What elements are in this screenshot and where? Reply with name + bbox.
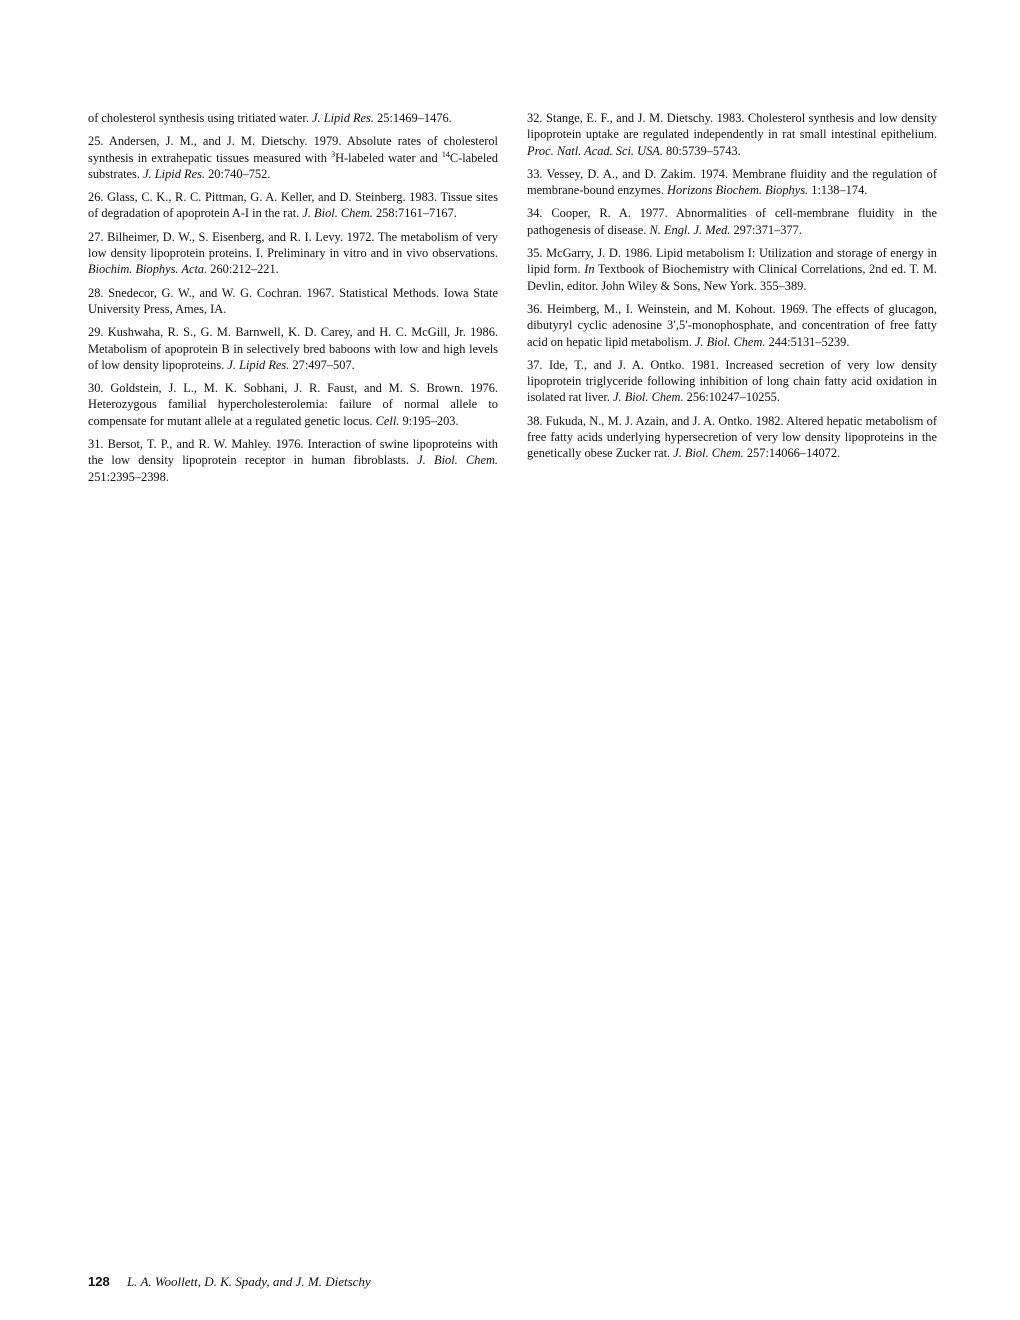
reference-item — [527, 110, 937, 159]
left-reference-list — [88, 133, 498, 485]
reference-item — [527, 166, 937, 199]
reference-text: of cholesterol synthesis using tritiated water. — [88, 111, 313, 125]
reference-item — [527, 301, 937, 350]
reference-text: 1:138–174. — [808, 183, 868, 198]
reference-text: 244:5131–5239. — [765, 334, 850, 349]
reference-text: 257:14066–14072. — [743, 446, 841, 461]
reference-item — [88, 229, 498, 278]
journal-title: J. Biol. Chem. — [302, 206, 373, 221]
reference-text: Textbook of Biochemistry with Clinical Correlations, 2nd ed. T. M. Devlin, editor. John Wiley & Sons, New York. 355–389. — [527, 262, 937, 293]
journal-title: J. Lipid Res. — [312, 111, 374, 125]
reference-text: 29. Kushwaha, R. S., G. M. Barnwell, K. D. Carey, and H. C. McGill, Jr. 1986. Metabolism of apoprotein B in selectively bred baboons with low and high levels of low density lipoproteins. — [88, 325, 498, 372]
journal-title: Biochim. Biophys. Acta. — [88, 262, 208, 277]
reference-text: 251:2395–2398. — [88, 469, 169, 484]
reference-item — [88, 324, 498, 373]
running-authors: L. A. Woollett, D. K. Spady, and J. M. Dietschy — [126, 1274, 371, 1289]
reference-text: 9:195–203. — [399, 413, 459, 428]
reference-text: C-labeled substrates. — [88, 150, 498, 181]
reference-text: 25:1469–1476. — [373, 111, 452, 125]
reference-text: 256:10247–10255. — [683, 390, 780, 405]
reference-item — [527, 245, 937, 294]
reference-text: 37. Ide, T., and J. A. Ontko. 1981. Increased secretion of very low density lipoprotein triglyceride following inhibition of long chain fatty acid oxidation in isolated rat liver. — [527, 357, 937, 405]
journal-title: Proc. Natl. Acad. Sci. USA. — [527, 143, 663, 158]
right-column — [527, 110, 937, 469]
reference-item — [88, 189, 498, 222]
reference-text: 27. Bilheimer, D. W., S. Eisenberg, and R. I. Levy. 1972. The metabolism of very low density lipoprotein proteins. I. Preliminary in vitro and in vivo observations. — [88, 229, 498, 261]
reference-text: 260:212–221. — [207, 262, 279, 277]
reference-text: 20:740–752. — [205, 166, 271, 181]
journal-title: J. Lipid Res. — [227, 357, 290, 372]
reference-text: 30. Goldstein, J. L., M. K. Sobhani, J. R. Faust, and M. S. Brown. 1976. Heterozygous familial hypercholesterolemia: failure of normal allele to compensate for mutant allele at a regulated genetic locus. — [88, 381, 498, 428]
reference-text: H-labeled water and — [335, 150, 442, 165]
reference-text: 258:7161–7167. — [372, 206, 457, 221]
page-footer — [88, 1274, 371, 1290]
journal-title: J. Biol. Chem. — [694, 334, 766, 349]
reference-item — [88, 133, 498, 182]
journal-title: Horizons Biochem. Biophys. — [667, 183, 809, 198]
reference-text: 32. Stange, E. F., and J. M. Dietschy. 1983. Cholesterol synthesis and low density lipoprotein uptake are regulated independently in rat small intestinal epithelium. — [527, 111, 937, 142]
journal-title: J. Biol. Chem. — [417, 453, 499, 468]
reference-text: 28. Snedecor, G. W., and W. G. Cochran. 1967. Statistical Methods. Iowa State University Press, Ames, IA. — [88, 285, 498, 316]
reference-item — [88, 380, 498, 429]
reference-text: 34. Cooper, R. A. 1977. Abnormalities of cell-membrane fluidity in the pathogenesis of disease. — [527, 206, 937, 237]
left-column — [88, 110, 498, 492]
isotope-superscript: 14 — [441, 149, 450, 159]
reference-text: 27:497–507. — [289, 357, 355, 372]
reference-24-continuation — [88, 110, 498, 126]
reference-text: 33. Vessey, D. A., and D. Zakim. 1974. Membrane fluidity and the regulation of membrane-bound enzymes. — [527, 166, 937, 198]
reference-text: 31. Bersot, T. P., and R. W. Mahley. 1976. Interaction of swine lipoproteins with the low density lipoprotein receptor in human fibroblasts. — [88, 437, 498, 468]
reference-item — [88, 285, 498, 318]
reference-text: 80:5739–5743. — [662, 143, 741, 158]
reference-text: 25. Andersen, J. M., and J. M. Dietschy. 1979. Absolute rates of cholesterol synthesis in extrahepatic tissues measured with — [88, 134, 498, 165]
journal-title: J. Lipid Res. — [143, 166, 206, 181]
reference-text: 35. McGarry, J. D. 1986. Lipid metabolism I: Utilization and storage of energy in lipid form. — [527, 246, 937, 277]
reference-text: 36. Heimberg, M., I. Weinstein, and M. Kohout. 1969. The effects of glucagon, dibutyryl cyclic adenosine 3′,5′-monophosphate, and concentration of free fatty acid on hepatic lipid metabolism. — [527, 301, 937, 349]
journal-title: J. Biol. Chem. — [613, 390, 684, 405]
isotope-superscript: 3 — [331, 149, 336, 159]
journal-title: N. Engl. J. Med. — [649, 222, 731, 237]
reference-text: 26. Glass, C. K., R. C. Pittman, G. A. Keller, and D. Steinberg. 1983. Tissue sites of degradation of apoprotein A-I in the rat. — [88, 190, 498, 221]
reference-text: 297:371–377. — [730, 222, 802, 237]
reference-item — [527, 357, 937, 406]
journal-title: In — [584, 262, 595, 277]
reference-text: 38. Fukuda, N., M. J. Azain, and J. A. Ontko. 1982. Altered hepatic metabolism of free fatty acids underlying hypersecretion of very low density lipoproteins in the genetically obese Zucker rat. — [527, 413, 937, 461]
right-reference-list — [527, 110, 937, 462]
page-number: 128 — [88, 1274, 110, 1289]
reference-item — [527, 413, 937, 462]
reference-item — [88, 436, 498, 485]
reference-item — [527, 205, 937, 238]
journal-title: J. Biol. Chem. — [673, 446, 744, 461]
journal-title: Cell. — [375, 413, 400, 428]
